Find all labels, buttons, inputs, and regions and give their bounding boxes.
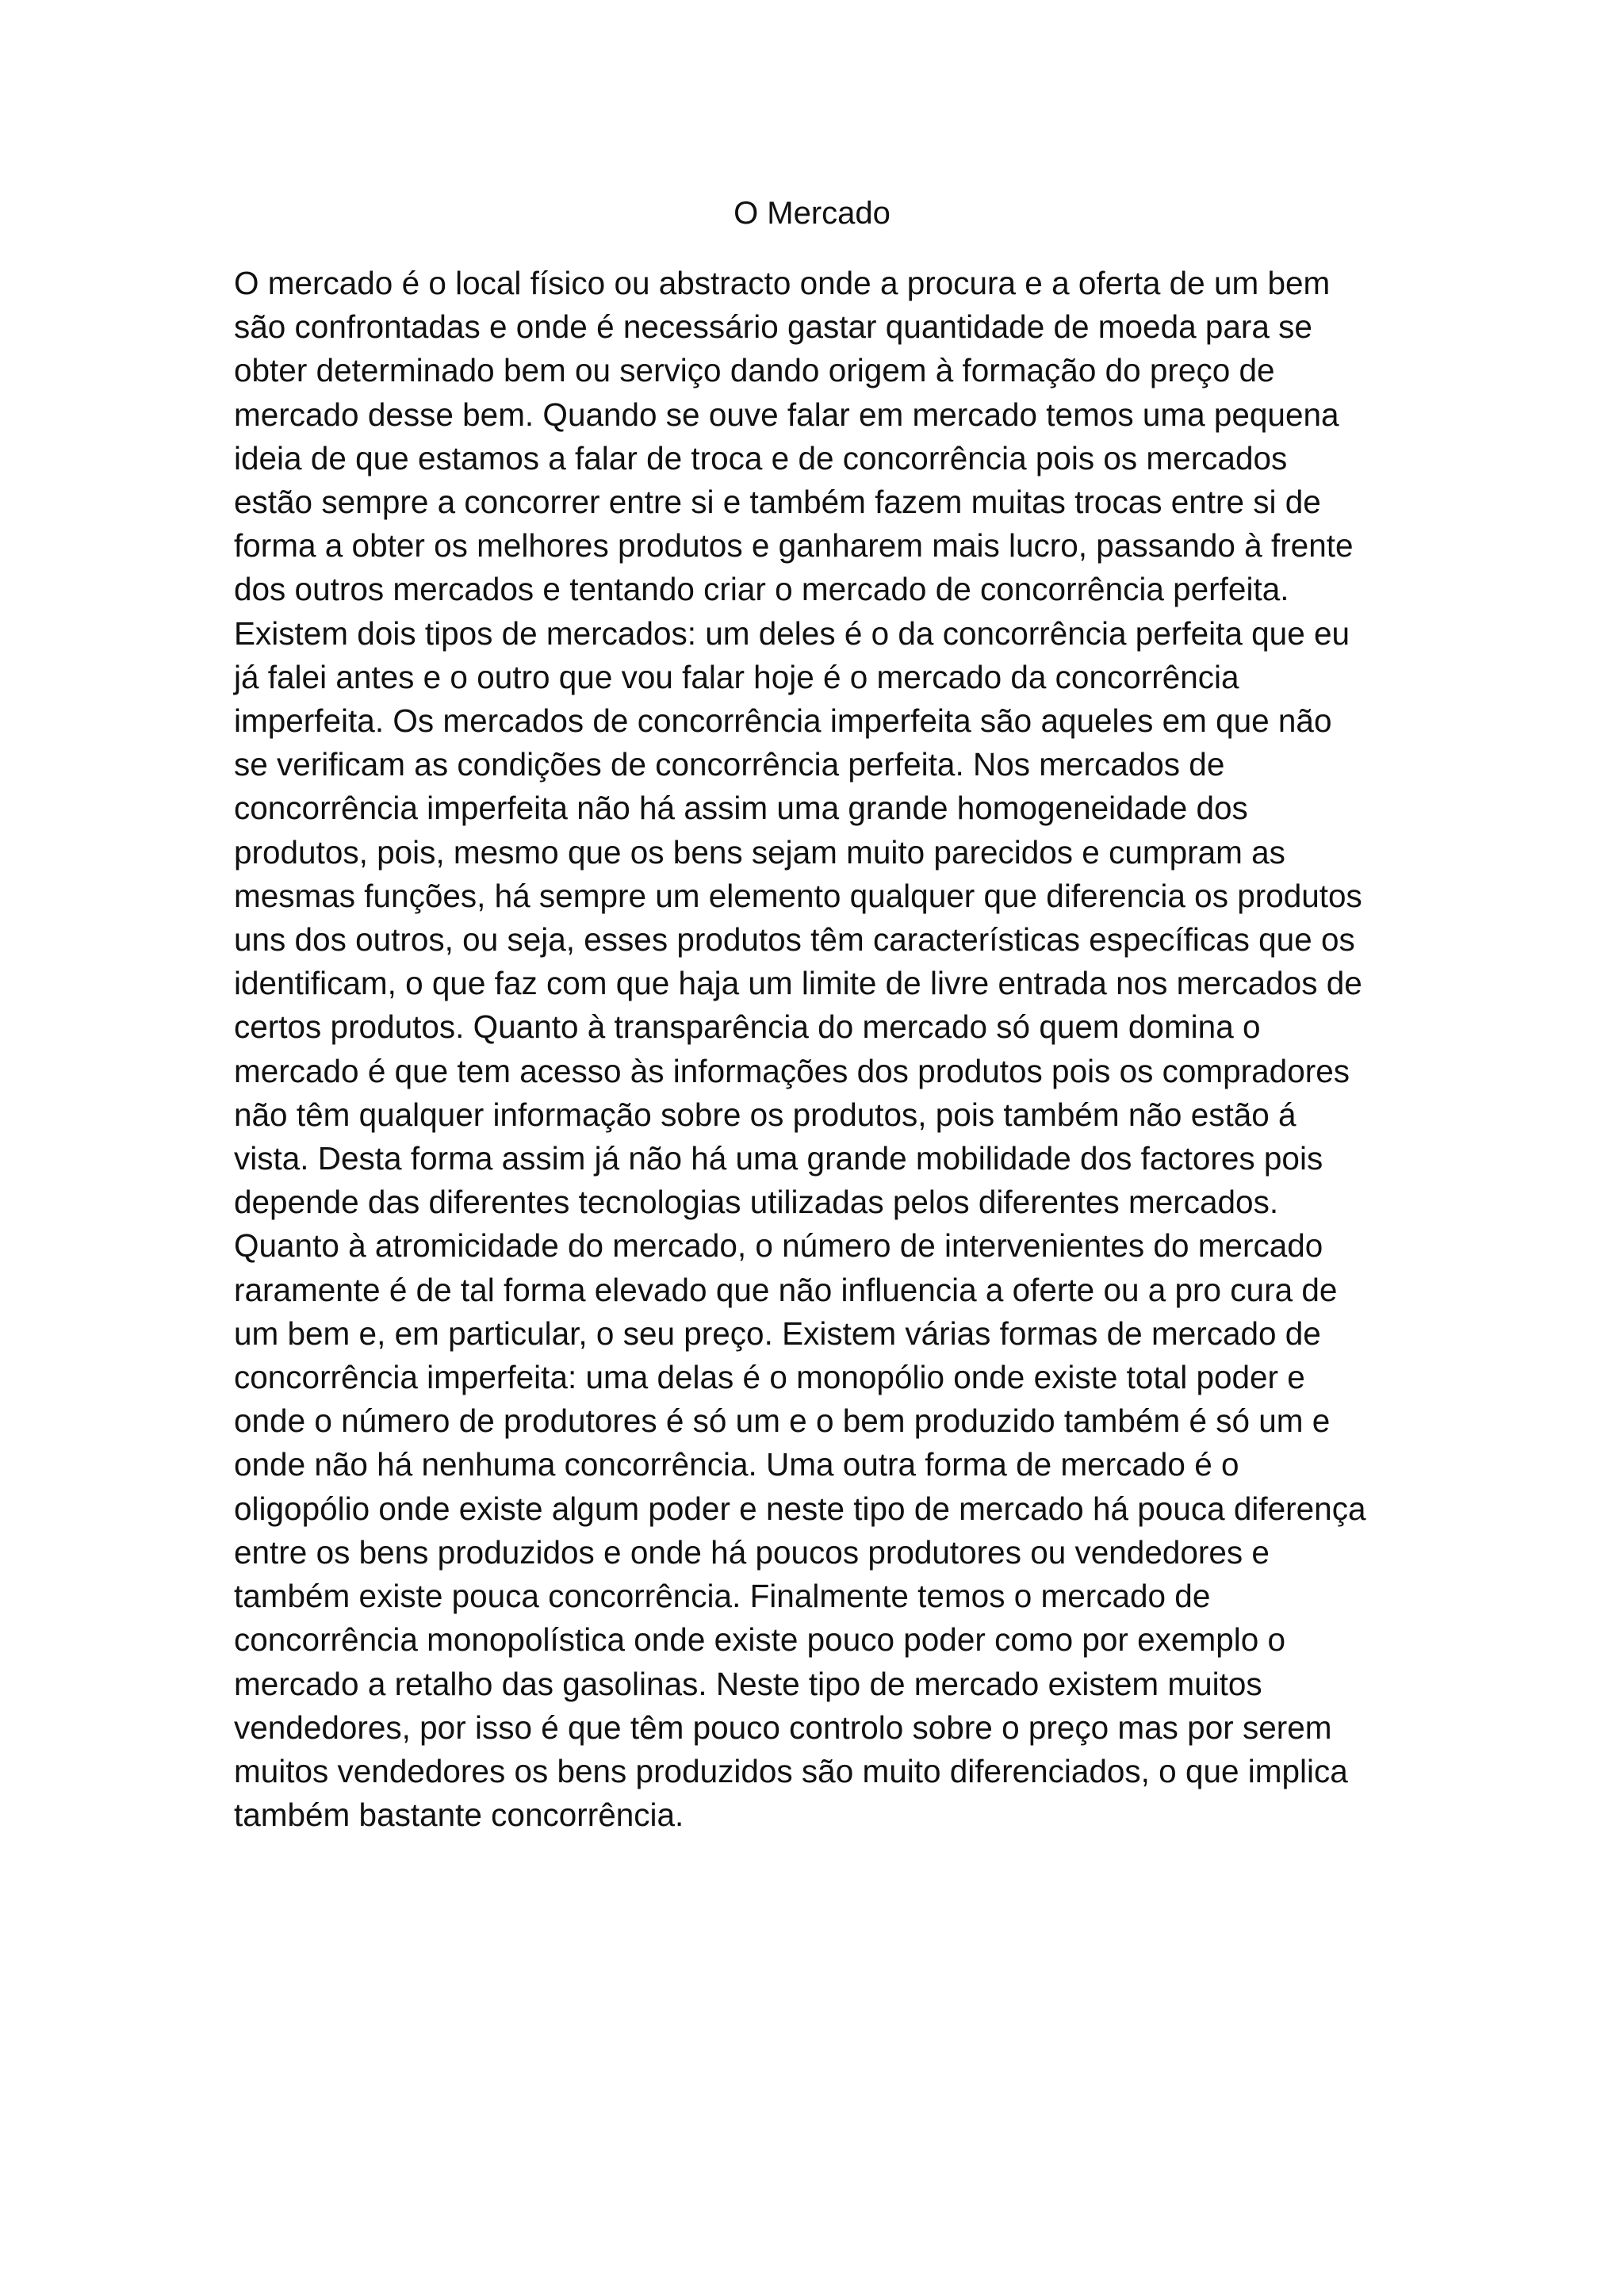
document-title: O Mercado	[733, 196, 891, 231]
body-line: um bem e, em particular, o seu preço. Existem várias formas de mercado de	[234, 1314, 1321, 1352]
body-line: obter determinado bem ou serviço dando origem à formação do preço de	[234, 352, 1275, 389]
body-line: também existe pouca concorrência. Finalmente temos o mercado de	[234, 1578, 1211, 1615]
body-line: estão sempre a concorrer entre si e também fazem muitas trocas entre si de	[234, 484, 1321, 521]
body-line: concorrência monopolística onde existe pouco poder como por exemplo o	[234, 1621, 1286, 1659]
body-line: entre os bens produzidos e onde há poucos produtores ou vendedores e	[234, 1533, 1270, 1571]
body-line: identificam, o que faz com que haja um limite de livre entrada nos mercados de	[234, 965, 1362, 1002]
body-line: mercado é que tem acesso às informações dos produtos pois os compradores	[234, 1052, 1350, 1089]
body-line: concorrência imperfeita não há assim uma grande homogeneidade dos	[234, 790, 1248, 827]
body-line: produtos, pois, mesmo que os bens sejam muito parecidos e cumpram as	[234, 833, 1285, 871]
body-line: Existem dois tipos de mercados: um deles é o da concorrência perfeita que eu	[234, 614, 1350, 652]
body-line: raramente é de tal forma elevado que não influencia a oferte ou a pro cura de	[234, 1271, 1338, 1308]
body-line: onde o número de produtores é só um e o bem produzido também é só um e	[234, 1402, 1331, 1440]
body-line: também bastante concorrência.	[234, 1797, 684, 1834]
body-line: imperfeita. Os mercados de concorrência imperfeita são aqueles em que não	[234, 702, 1332, 740]
body-line: mesmas funções, há sempre um elemento qualquer que diferencia os produtos	[234, 877, 1362, 914]
body-line: forma a obter os melhores produtos e ganharem mais lucro, passando à frente	[234, 527, 1354, 564]
body-line: certos produtos. Quanto à transparência do mercado só quem domina o	[234, 1008, 1261, 1046]
body-line: Quanto à atromicidade do mercado, o número de intervenientes do mercado	[234, 1227, 1323, 1265]
body-line: onde não há nenhuma concorrência. Uma outra forma de mercado é o	[234, 1446, 1239, 1483]
body-line: uns dos outros, ou seja, esses produtos têm características específicas que os	[234, 921, 1355, 959]
body-line: se verificam as condições de concorrência perfeita. Nos mercados de	[234, 746, 1225, 783]
body-line: depende das diferentes tecnologias utilizadas pelos diferentes mercados.	[234, 1184, 1279, 1221]
body-line: vista. Desta forma assim já não há uma grande mobilidade dos factores pois	[234, 1140, 1323, 1177]
body-line: dos outros mercados e tentando criar o mercado de concorrência perfeita.	[234, 571, 1289, 608]
body-line: não têm qualquer informação sobre os produtos, pois também não estão á	[234, 1096, 1297, 1133]
body-line: já falei antes e o outro que vou falar hoje é o mercado da concorrência	[234, 658, 1239, 695]
body-line: ideia de que estamos a falar de troca e de concorrência pois os mercados	[234, 439, 1288, 476]
body-line: mercado desse bem. Quando se ouve falar em mercado temos uma pequena	[234, 396, 1339, 433]
body-line: oligopólio onde existe algum poder e neste tipo de mercado há pouca diferença	[234, 1490, 1366, 1527]
body-line: muitos vendedores os bens produzidos são muito diferenciados, o que implica	[234, 1752, 1348, 1789]
body-line: O mercado é o local físico ou abstracto onde a procura e a oferta de um bem	[234, 265, 1331, 301]
body-line: são confrontadas e onde é necessário gastar quantidade de moeda para se	[234, 308, 1312, 346]
body-line: mercado a retalho das gasolinas. Neste tipo de mercado existem muitos	[234, 1665, 1262, 1702]
body-line: vendedores, por isso é que têm pouco controlo sobre o preço mas por serem	[234, 1709, 1332, 1746]
body-line: concorrência imperfeita: uma delas é o monopólio onde existe total poder e	[234, 1359, 1305, 1396]
document-body	[234, 262, 1423, 1837]
